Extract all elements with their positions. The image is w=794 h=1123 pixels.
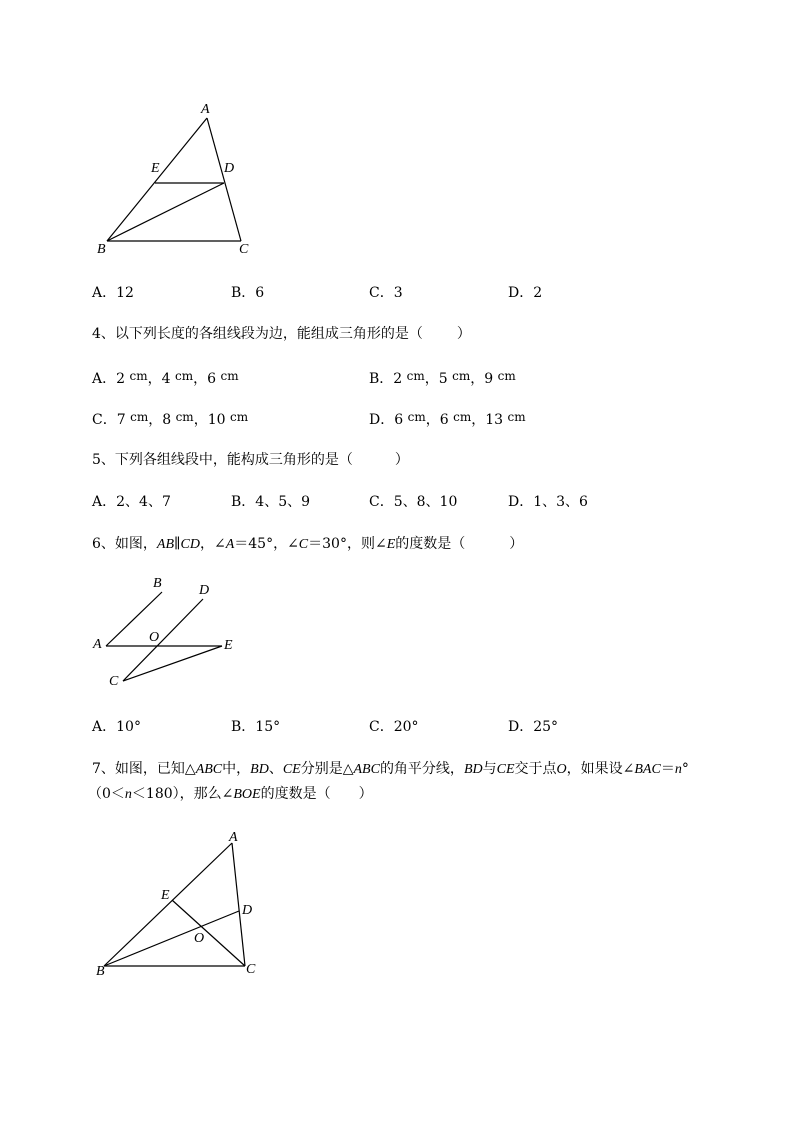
segment-ab [104,843,232,966]
q4-option-a[interactable]: A．2 cm，4 cm，6 cm [92,369,239,387]
label-c: C [239,242,249,257]
label-o: O [194,931,205,946]
q5-option-a[interactable]: A．2、4、7 [92,494,171,510]
label-e: E [151,161,160,176]
q6-stem: 6、如图，AB∥CD，∠A＝45°，∠C＝30°，则∠E的度数是（ ） [92,536,524,552]
q3-option-a[interactable]: A．12 [92,285,134,301]
q6-option-d[interactable]: D．25° [508,719,559,735]
q5-option-d[interactable]: D．1、3、6 [508,494,588,510]
label-c: C [109,674,119,689]
label-b: B [153,576,162,591]
label-d: D [199,583,210,598]
q6-option-b[interactable]: B．15° [231,719,281,735]
q3-option-d[interactable]: D．2 [508,285,543,301]
q4-option-c[interactable]: C．7 cm，8 cm，10 cm [92,410,249,428]
label-b: B [97,242,106,257]
q4-prefix: 4、以下列长度的各组线段为边，能组成三角形的是（ [92,326,423,342]
q5-option-b[interactable]: B．4、5、9 [231,494,311,510]
label-c: C [246,962,256,977]
label-o: O [149,630,160,645]
q4-option-b[interactable]: B．2 cm，5 cm，9 cm [369,369,516,387]
q6-option-a[interactable]: A．10° [92,719,141,735]
label-a: A [201,102,210,117]
label-d: D [242,903,253,918]
label-e: E [224,638,233,653]
q5-suffix: ） [394,452,409,468]
q5-prefix: 5、下列各组线段中，能构成三角形的是（ [92,452,353,468]
q7-stem-line2: （0＜n＜180），那么∠BOE的度数是（ ） [88,786,373,802]
q3-option-b[interactable]: B．6 [231,285,265,301]
q3-option-c[interactable]: C．3 [369,285,403,301]
q7-stem-line1: 7、如图，已知△ABC中，BD、CE分别是△ABC的角平分线，BD与CE交于点O，如果设∠BAC＝n° [92,761,689,777]
q4-option-d[interactable]: D．6 cm，6 cm，13 cm [369,410,526,428]
segment-ce [172,900,245,966]
q4-suffix: ） [456,326,471,342]
label-d: D [224,161,235,176]
q6-option-c[interactable]: C．20° [369,719,419,735]
q5-option-c[interactable]: C．5、8、10 [369,494,458,510]
label-e: E [161,888,170,903]
label-a: A [93,637,102,652]
label-a: A [229,830,238,845]
segment-bd [104,911,239,966]
label-b: B [96,964,105,979]
